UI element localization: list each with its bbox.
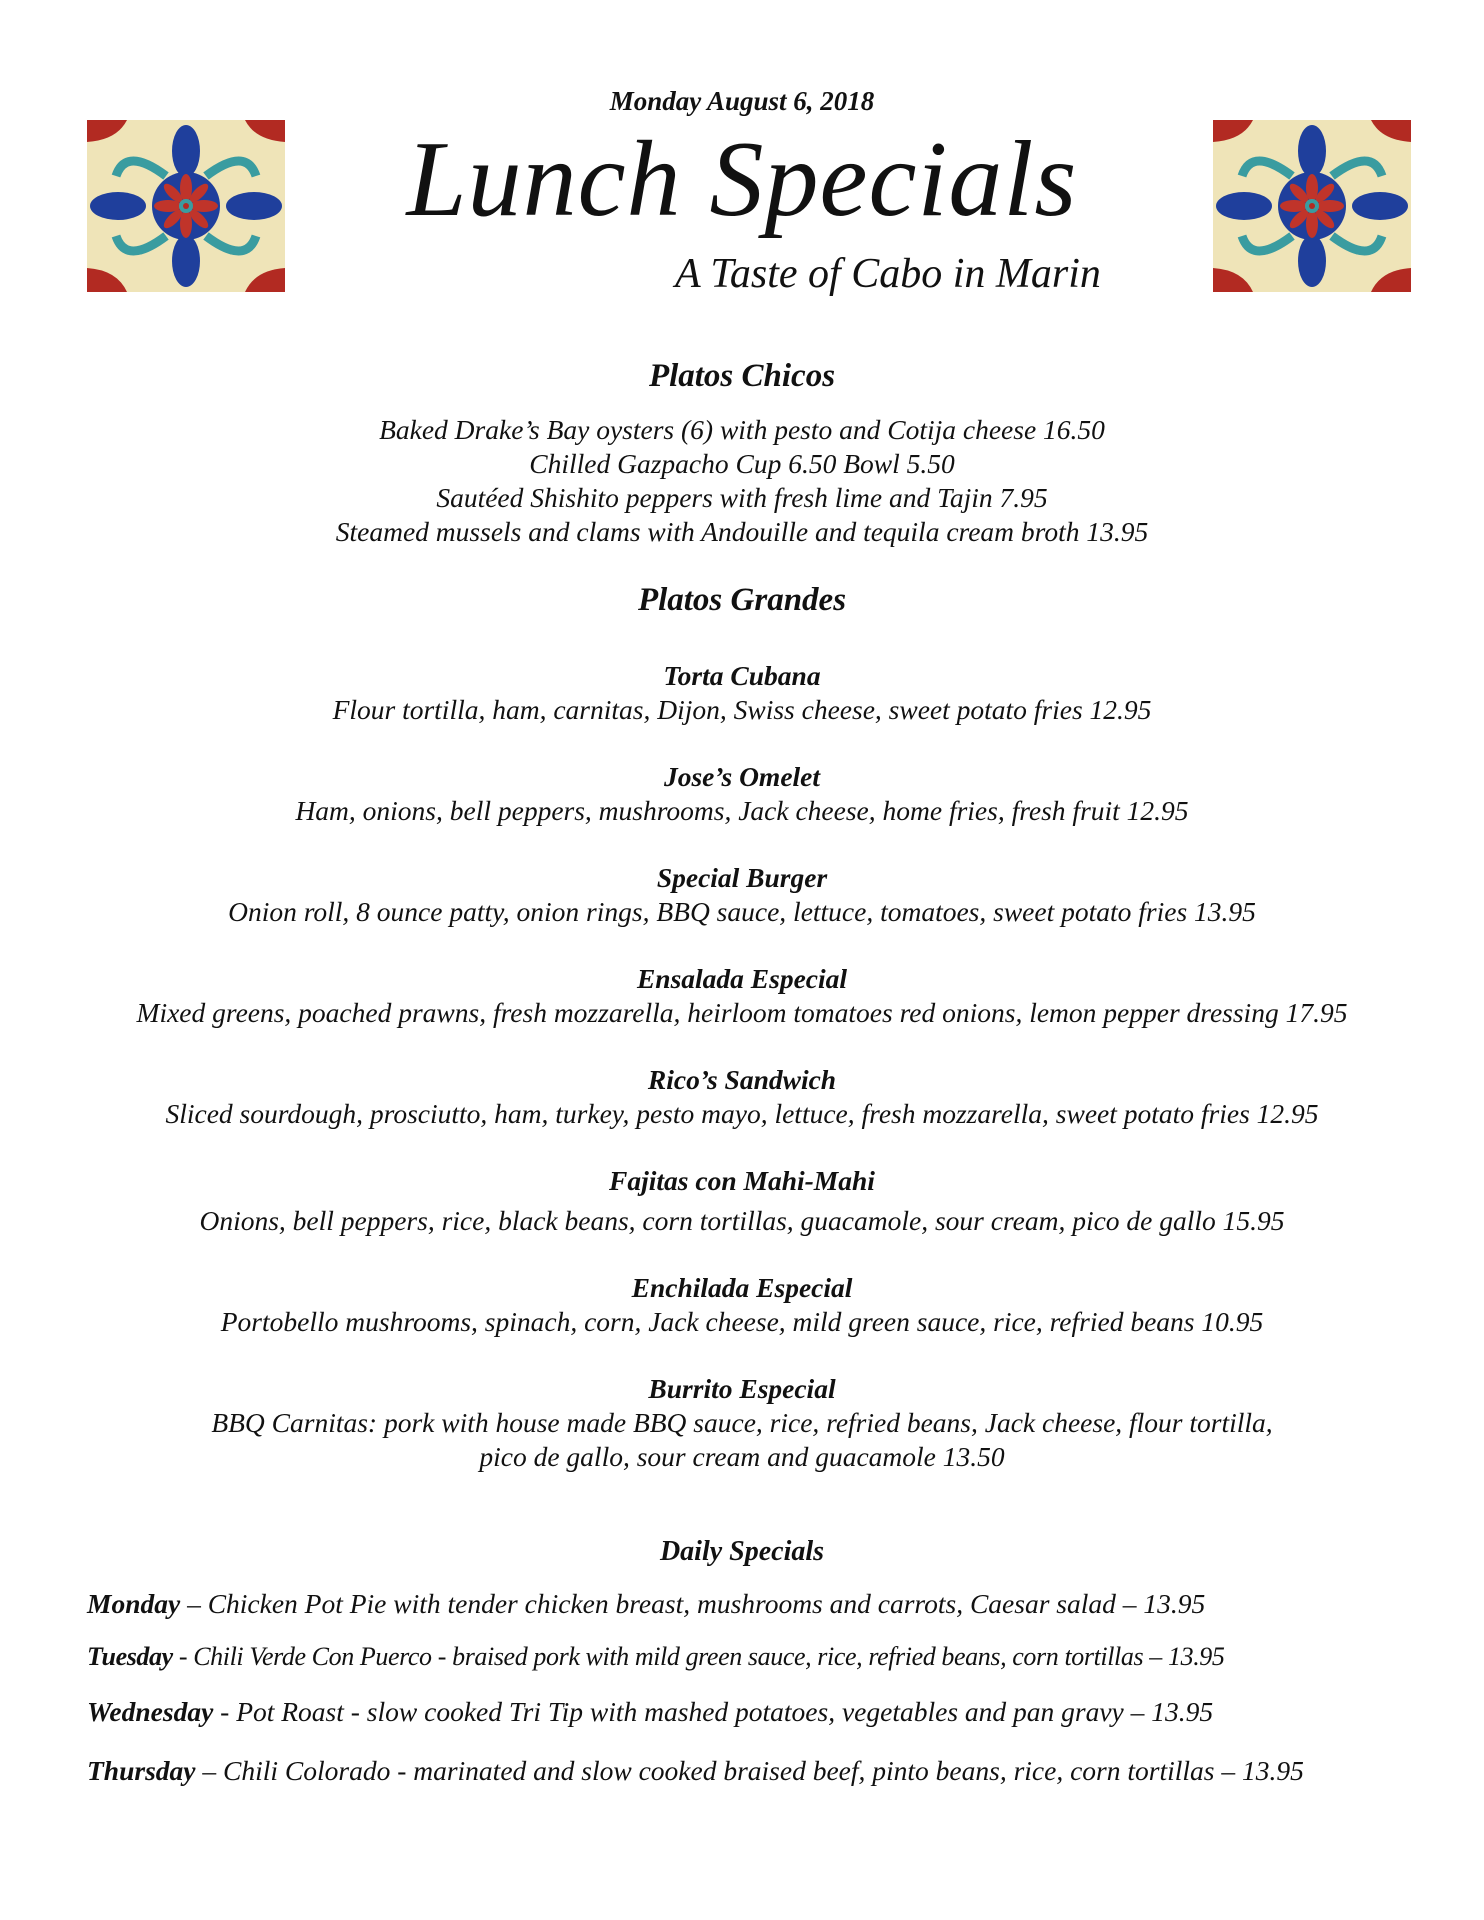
list-item: Sautéed Shishito peppers with fresh lime and Tajin 7.95 [436,482,1048,513]
dish-description: Onion roll, 8 ounce patty, onion rings, BBQ sauce, lettuce, tomatoes, sweet potato fries 13.95 [228,896,1256,927]
dish-name: Ensalada Especial [636,963,848,994]
daily-special-thursday [87,1755,1304,1787]
dish-description: Flour tortilla, ham, carnitas, Dijon, Swiss cheese, sweet potato fries 12.95 [332,694,1152,725]
special-text: – Chicken Pot Pie with tender chicken breast, mushrooms and carrots, Caesar salad – 13.95 [180,1588,1206,1619]
special-text: – Chili Colorado - marinated and slow cooked braised beef, pinto beans, rice, corn tortillas – 13.95 [195,1755,1304,1786]
day-label: Tuesday [87,1642,173,1671]
special-text: - Chili Verde Con Puerco - braised pork with mild green sauce, rice, refried beans, corn tortillas – 13.95 [172,1642,1225,1671]
dish-description: Portobello mushrooms, spinach, corn, Jack cheese, mild green sauce, rice, refried beans 10.95 [220,1306,1264,1337]
page-subtitle: A Taste of Cabo in Marin [675,251,1101,297]
dish-name: Enchilada Especial [631,1272,853,1303]
day-label: Monday [87,1588,181,1619]
menu-date: Monday August 6, 2018 [609,86,875,116]
dish-description: Mixed greens, poached prawns, fresh mozzarella, heirloom tomatoes red onions, lemon pepper dressing 17.95 [136,997,1348,1028]
dish-description: Onions, bell peppers, rice, black beans, corn tortillas, guacamole, sour cream, pico de gallo 15.95 [199,1205,1285,1236]
dish-description: BBQ Carnitas: pork with house made BBQ sauce, rice, refried beans, Jack cheese, flour tortilla, [211,1407,1273,1438]
list-item: Steamed mussels and clams with Andouille and tequila cream broth 13.95 [335,516,1149,547]
dish-name: Torta Cubana [663,660,821,691]
day-label: Wednesday [87,1696,214,1727]
day-label: Thursday [87,1755,196,1786]
daily-special-monday [87,1588,1205,1620]
section-heading-daily-specials: Daily Specials [659,1536,825,1567]
dish-name: Fajitas con Mahi-Mahi [609,1165,875,1196]
dish-name: Jose’s Omelet [663,761,821,792]
daily-special-tuesday [87,1642,1225,1672]
dish-description: Sliced sourdough, prosciutto, ham, turkey, pesto mayo, lettuce, fresh mozzarella, sweet potato fries 12.95 [165,1098,1319,1129]
dish-name: Burrito Especial [648,1373,836,1404]
page-title: Lunch Specials [406,120,1078,239]
list-item: Chilled Gazpacho Cup 6.50 Bowl 5.50 [529,448,955,479]
section-heading-platos-chicos: Platos Chicos [648,358,836,394]
dish-description: pico de gallo, sour cream and guacamole 13.50 [479,1441,1005,1472]
special-text: - Pot Roast - slow cooked Tri Tip with mashed potatoes, vegetables and pan gravy – 13.95 [213,1696,1214,1727]
section-heading-platos-grandes: Platos Grandes [637,582,847,618]
dish-name: Rico’s Sandwich [647,1064,837,1095]
daily-special-wednesday [87,1696,1213,1728]
list-item: Baked Drake’s Bay oysters (6) with pesto and Cotija cheese 16.50 [379,414,1105,445]
dish-name: Special Burger [656,862,828,893]
dish-description: Ham, onions, bell peppers, mushrooms, Jack cheese, home fries, fresh fruit 12.95 [295,795,1189,826]
